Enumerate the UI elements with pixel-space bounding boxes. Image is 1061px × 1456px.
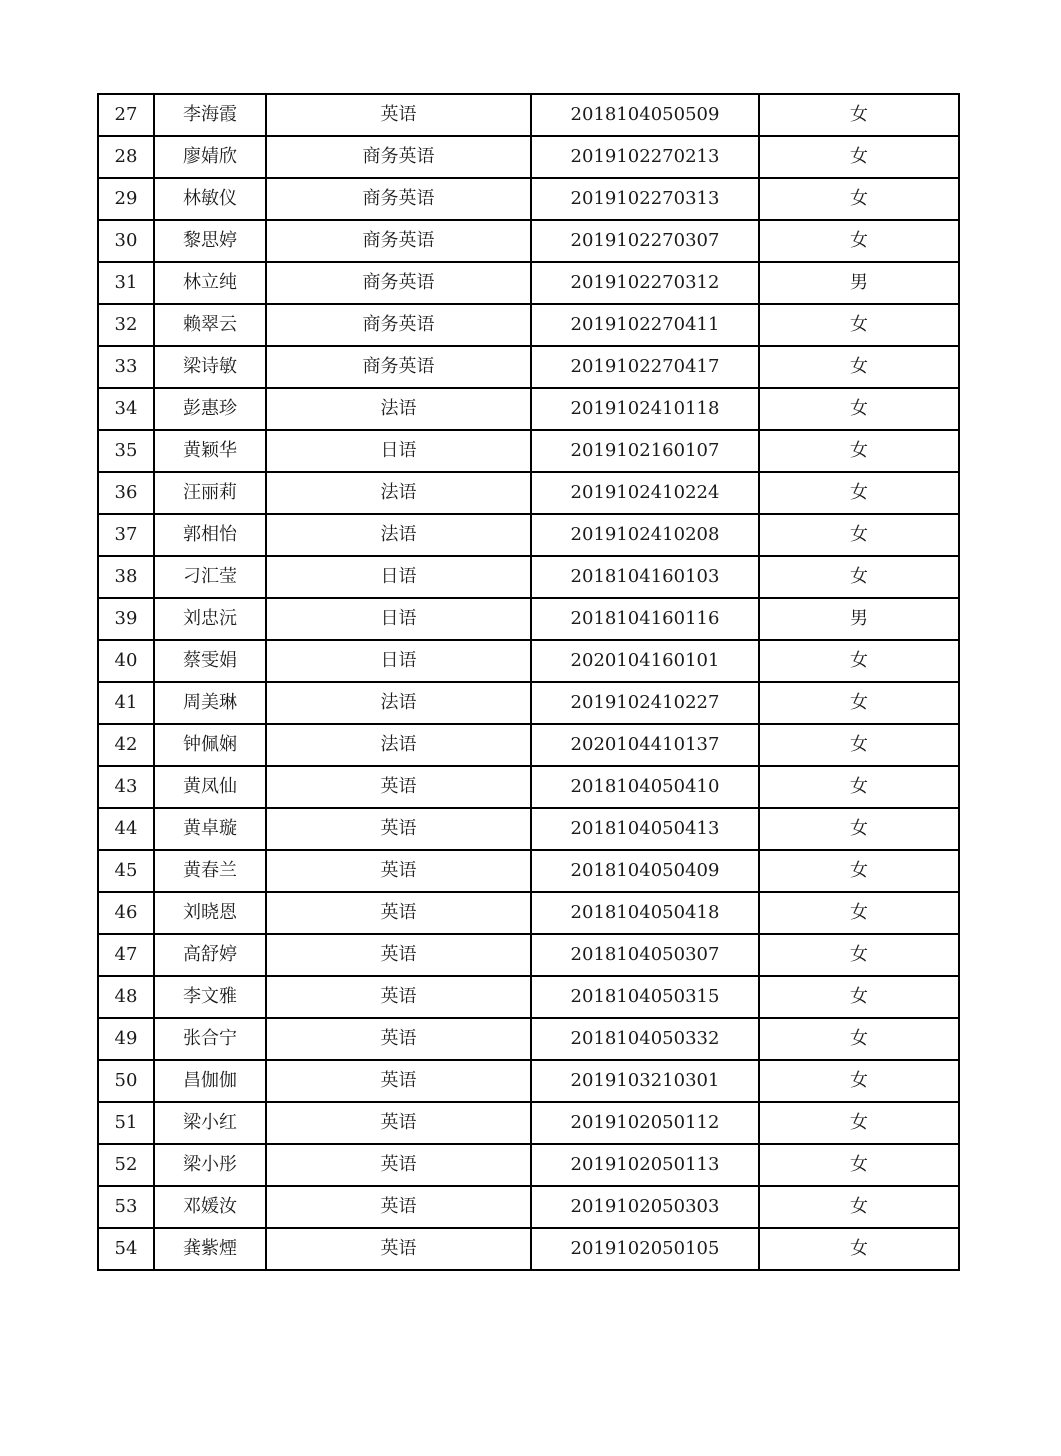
row-index-cell: 33 [98,346,154,388]
student-name-cell: 黄凤仙 [154,766,266,808]
gender-cell: 女 [759,556,959,598]
major-cell: 英语 [266,1228,531,1270]
gender-cell: 女 [759,1228,959,1270]
student-id-cell: 2019102270307 [531,220,759,262]
student-id-cell: 2019102050113 [531,1144,759,1186]
major-cell: 法语 [266,724,531,766]
student-id-cell: 2019102410118 [531,388,759,430]
table-row [98,640,959,682]
student-id-cell: 2018104050418 [531,892,759,934]
row-index-cell: 39 [98,598,154,640]
table-row [98,682,959,724]
student-id-cell: 2018104050413 [531,808,759,850]
row-index-cell: 35 [98,430,154,472]
row-index-cell: 37 [98,514,154,556]
student-name-cell: 邓媛汝 [154,1186,266,1228]
table-row [98,94,959,136]
row-index-cell: 34 [98,388,154,430]
gender-cell: 女 [759,850,959,892]
gender-cell: 女 [759,976,959,1018]
student-id-cell: 2018104050509 [531,94,759,136]
row-index-cell: 28 [98,136,154,178]
student-name-cell: 李文雅 [154,976,266,1018]
student-id-cell: 2019102410208 [531,514,759,556]
major-cell: 法语 [266,388,531,430]
row-index-cell: 52 [98,1144,154,1186]
student-name-cell: 林敏仪 [154,178,266,220]
major-cell: 商务英语 [266,346,531,388]
major-cell: 英语 [266,766,531,808]
student-id-cell: 2018104050315 [531,976,759,1018]
row-index-cell: 46 [98,892,154,934]
student-name-cell: 赖翠云 [154,304,266,346]
student-name-cell: 黄颖华 [154,430,266,472]
row-index-cell: 51 [98,1102,154,1144]
major-cell: 商务英语 [266,178,531,220]
major-cell: 英语 [266,1102,531,1144]
row-index-cell: 42 [98,724,154,766]
major-cell: 英语 [266,976,531,1018]
student-id-cell: 2019102270411 [531,304,759,346]
table-row [98,1018,959,1060]
table-row [98,178,959,220]
gender-cell: 女 [759,1060,959,1102]
student-id-cell: 2019102050112 [531,1102,759,1144]
gender-cell: 女 [759,724,959,766]
table-row [98,808,959,850]
table-row [98,472,959,514]
student-id-cell: 2019102160107 [531,430,759,472]
student-id-cell: 2018104160103 [531,556,759,598]
row-index-cell: 45 [98,850,154,892]
gender-cell: 女 [759,766,959,808]
table-row [98,346,959,388]
student-name-cell: 黎思婷 [154,220,266,262]
gender-cell: 女 [759,136,959,178]
row-index-cell: 30 [98,220,154,262]
student-id-cell: 2019102270313 [531,178,759,220]
gender-cell: 女 [759,304,959,346]
row-index-cell: 47 [98,934,154,976]
row-index-cell: 48 [98,976,154,1018]
table-row [98,976,959,1018]
student-name-cell: 彭惠珍 [154,388,266,430]
major-cell: 日语 [266,556,531,598]
student-id-cell: 2018104050409 [531,850,759,892]
table-row [98,1060,959,1102]
gender-cell: 男 [759,598,959,640]
row-index-cell: 44 [98,808,154,850]
student-id-cell: 2020104160101 [531,640,759,682]
student-id-cell: 2019102050303 [531,1186,759,1228]
student-name-cell: 钟佩娴 [154,724,266,766]
major-cell: 法语 [266,682,531,724]
major-cell: 日语 [266,640,531,682]
table-row [98,388,959,430]
gender-cell: 女 [759,1144,959,1186]
row-index-cell: 32 [98,304,154,346]
table-row [98,262,959,304]
student-name-cell: 昌伽伽 [154,1060,266,1102]
table-row [98,136,959,178]
gender-cell: 女 [759,808,959,850]
table-row [98,892,959,934]
student-name-cell: 张合宁 [154,1018,266,1060]
student-name-cell: 刘晓恩 [154,892,266,934]
major-cell: 英语 [266,1060,531,1102]
student-name-cell: 廖婧欣 [154,136,266,178]
table-row [98,724,959,766]
gender-cell: 女 [759,94,959,136]
roster-body [98,94,959,1270]
row-index-cell: 54 [98,1228,154,1270]
gender-cell: 女 [759,178,959,220]
student-id-cell: 2018104160116 [531,598,759,640]
gender-cell: 女 [759,934,959,976]
table-row [98,1144,959,1186]
row-index-cell: 50 [98,1060,154,1102]
major-cell: 英语 [266,1018,531,1060]
major-cell: 法语 [266,514,531,556]
student-roster-table [97,93,960,1271]
gender-cell: 女 [759,682,959,724]
student-name-cell: 刘忠沅 [154,598,266,640]
row-index-cell: 27 [98,94,154,136]
major-cell: 日语 [266,598,531,640]
major-cell: 商务英语 [266,262,531,304]
gender-cell: 女 [759,430,959,472]
student-id-cell: 2018104050410 [531,766,759,808]
major-cell: 英语 [266,1186,531,1228]
table-row [98,850,959,892]
major-cell: 商务英语 [266,304,531,346]
student-name-cell: 李海霞 [154,94,266,136]
major-cell: 英语 [266,934,531,976]
major-cell: 商务英语 [266,136,531,178]
table-row [98,1228,959,1270]
table-row [98,220,959,262]
gender-cell: 女 [759,514,959,556]
student-name-cell: 刁汇莹 [154,556,266,598]
major-cell: 英语 [266,94,531,136]
student-name-cell: 黄春兰 [154,850,266,892]
table-row [98,766,959,808]
table-row [98,1186,959,1228]
table-row [98,514,959,556]
table-row [98,934,959,976]
student-id-cell: 2019102270417 [531,346,759,388]
gender-cell: 女 [759,1018,959,1060]
table-row [98,430,959,472]
student-name-cell: 黄卓璇 [154,808,266,850]
major-cell: 日语 [266,430,531,472]
gender-cell: 女 [759,388,959,430]
row-index-cell: 29 [98,178,154,220]
student-name-cell: 汪丽莉 [154,472,266,514]
major-cell: 英语 [266,808,531,850]
major-cell: 英语 [266,892,531,934]
gender-cell: 女 [759,892,959,934]
major-cell: 英语 [266,850,531,892]
student-id-cell: 2019103210301 [531,1060,759,1102]
row-index-cell: 43 [98,766,154,808]
student-name-cell: 梁小彤 [154,1144,266,1186]
student-id-cell: 2019102410224 [531,472,759,514]
student-id-cell: 2020104410137 [531,724,759,766]
student-id-cell: 2019102270312 [531,262,759,304]
major-cell: 法语 [266,472,531,514]
student-name-cell: 郭相怡 [154,514,266,556]
gender-cell: 女 [759,346,959,388]
gender-cell: 男 [759,262,959,304]
row-index-cell: 40 [98,640,154,682]
table-row [98,598,959,640]
student-name-cell: 林立纯 [154,262,266,304]
gender-cell: 女 [759,472,959,514]
table-row [98,1102,959,1144]
student-name-cell: 高舒婷 [154,934,266,976]
row-index-cell: 53 [98,1186,154,1228]
gender-cell: 女 [759,640,959,682]
gender-cell: 女 [759,220,959,262]
row-index-cell: 41 [98,682,154,724]
student-id-cell: 2018104050307 [531,934,759,976]
gender-cell: 女 [759,1102,959,1144]
student-id-cell: 2019102410227 [531,682,759,724]
gender-cell: 女 [759,1186,959,1228]
student-id-cell: 2019102050105 [531,1228,759,1270]
student-name-cell: 梁诗敏 [154,346,266,388]
major-cell: 英语 [266,1144,531,1186]
student-name-cell: 龚紫煙 [154,1228,266,1270]
student-name-cell: 周美琳 [154,682,266,724]
student-id-cell: 2018104050332 [531,1018,759,1060]
table-row [98,556,959,598]
row-index-cell: 49 [98,1018,154,1060]
major-cell: 商务英语 [266,220,531,262]
row-index-cell: 38 [98,556,154,598]
student-name-cell: 梁小红 [154,1102,266,1144]
student-name-cell: 蔡雯娟 [154,640,266,682]
student-id-cell: 2019102270213 [531,136,759,178]
row-index-cell: 31 [98,262,154,304]
row-index-cell: 36 [98,472,154,514]
table-row [98,304,959,346]
